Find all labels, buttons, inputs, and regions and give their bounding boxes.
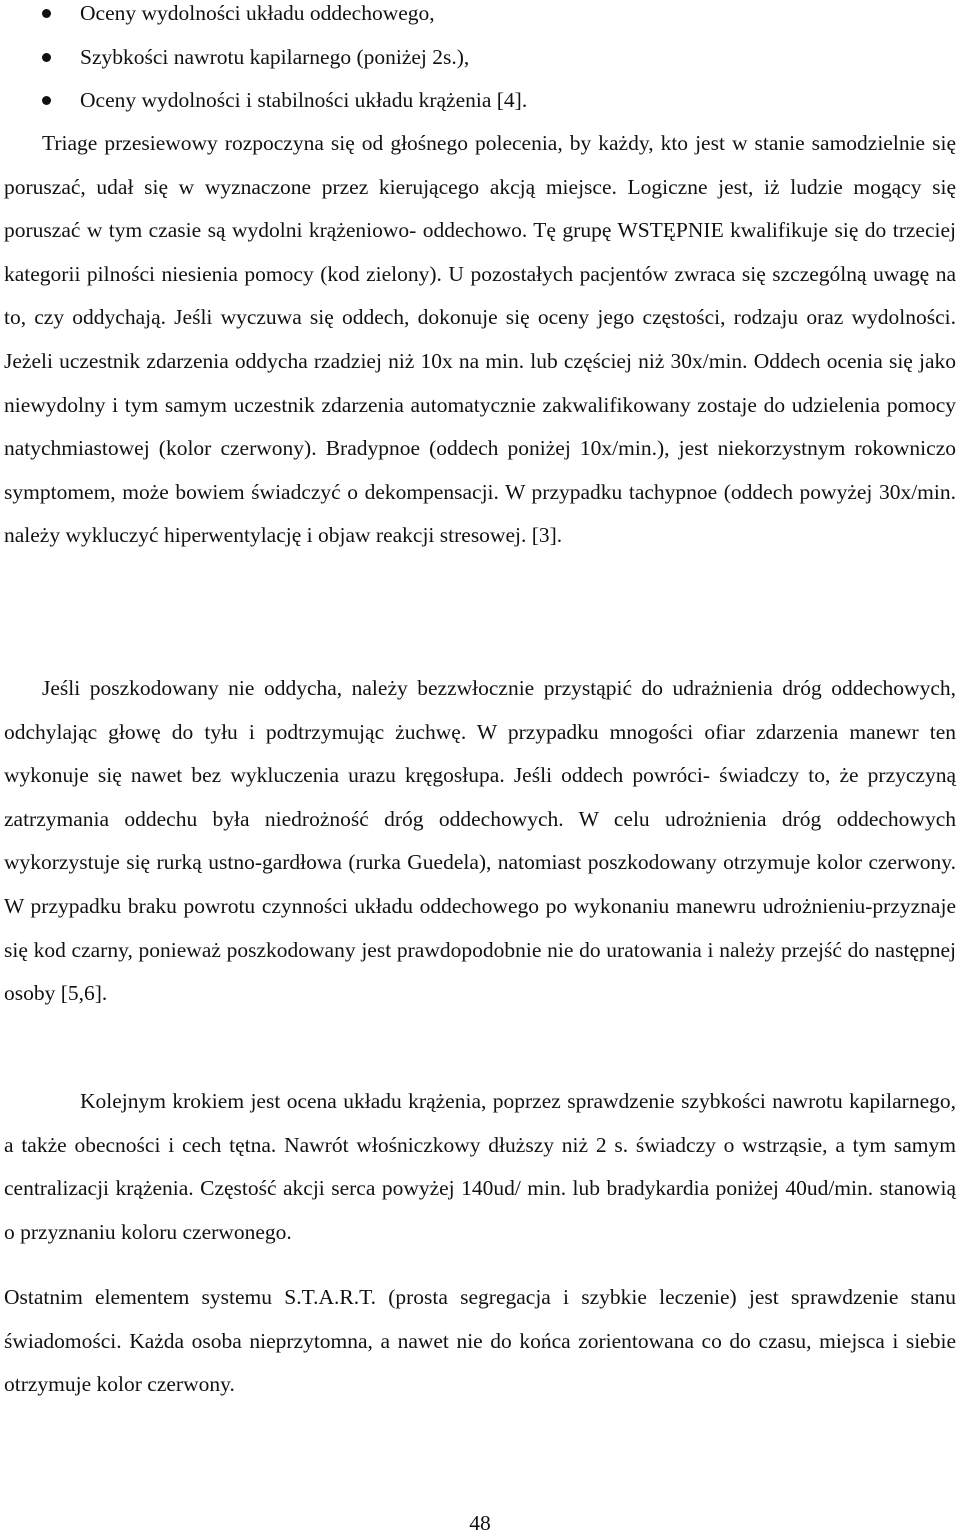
- paragraph-circulation: Kolejnym krokiem jest ocena układu krążenia, poprzez sprawdzenie szybkości nawrotu kapilarnego, a także obecności i cech tętna. Nawrót włośniczkowy dłuższy niż 2 s. świadczy o wstrząsie, a tym samym centralizacji krążenia. Częstość akcji serca powyżej 140ud/ min. lub bradykardia poniżej 40ud/min. stanowią o przyznaniu koloru czerwonego.: [4, 1089, 956, 1244]
- bullet-dot-icon: [42, 9, 51, 18]
- bullet-item: [0, 79, 960, 123]
- paragraph-airway: Jeśli poszkodowany nie oddycha, należy bezzwłocznie przystąpić do udrażnienia dróg oddechowych, odchylając głowę do tyłu i podtrzymując żuchwę. W przypadku mnogości ofiar zdarzenia manewr ten wykonuje się nawet bez wykluczenia urazu kręgosłupa. Jeśli oddech powróci- świadczy to, że przyczyną zatrzymania oddechu była niedrożność dróg oddechowych. W celu udrożnienia dróg oddechowych wykorzystuje się rurką ustno-gardłowa (rurka Guedela), natomiast poszkodowany otrzymuje kolor czerwony. W przypadku braku powrotu czynności układu oddechowego po wykonaniu manewru udrożnieniu-przyznaje się kod czarny, ponieważ poszkodowany jest prawdopodobnie nie do uratowania i należy przejść do następnej osoby [5,6].: [4, 676, 956, 1006]
- bullet-item-text: Szybkości nawrotu kapilarnego (poniżej 2s.),: [80, 44, 470, 69]
- bullet-item: [0, 36, 960, 80]
- paragraph-triage: Triage przesiewowy rozpoczyna się od głośnego polecenia, by każdy, kto jest w stanie samodzielnie się poruszać, udał się w wyznaczone przez kierującego akcją miejsce. Logiczne jest, iż ludzie mogący się poruszać w tym czasie są wydolni krążeniowo- oddechowo. Tę grupę WSTĘPNIE kwalifikuje się do trzeciej kategorii pilności niesienia pomocy (kod zielony). U pozostałych pacjentów zwraca się szczególną uwagę na to, czy oddychają. Jeśli wyczuwa się oddech, dokonuje się oceny jego częstości, rodzaju oraz wydolności. Jeżeli uczestnik zdarzenia oddycha rzadziej niż 10x na min. lub częściej niż 30x/min. Oddech ocenia się jako niewydolny i tym samym uczestnik zdarzenia automatycznie zakwalifikowany zostaje do udzielenia pomocy natychmiastowej (kolor czerwony). Bradypnoe (oddech poniżej 10x/min.), jest niekorzystnym rokowniczo symptomem, może bowiem świadczyć o dekompensacji. W przypadku tachypnoe (oddech powyżej 30x/min. należy wykluczyć hiperwentylację i objaw reakcji stresowej. [3].: [4, 131, 956, 548]
- bullet-dot-icon: [42, 96, 51, 105]
- bullet-item-text: Oceny wydolności układu oddechowego,: [80, 1, 435, 25]
- page-number: 48: [469, 1511, 491, 1535]
- bullet-list: [0, 0, 960, 123]
- bullet-dot-icon: [42, 53, 51, 62]
- bullet-item-text: Oceny wydolności i stabilności układu krążenia [4].: [80, 88, 528, 113]
- bullet-item: [0, 0, 960, 36]
- paragraph-consciousness: Ostatnim elementem systemu S.T.A.R.T. (prosta segregacja i szybkie leczenie) jest sprawdzenie stanu świadomości. Każda osoba nieprzytomna, a nawet nie do końca zorientowana co do czasu, miejsca i siebie otrzymuje kolor czerwony.: [4, 1285, 956, 1397]
